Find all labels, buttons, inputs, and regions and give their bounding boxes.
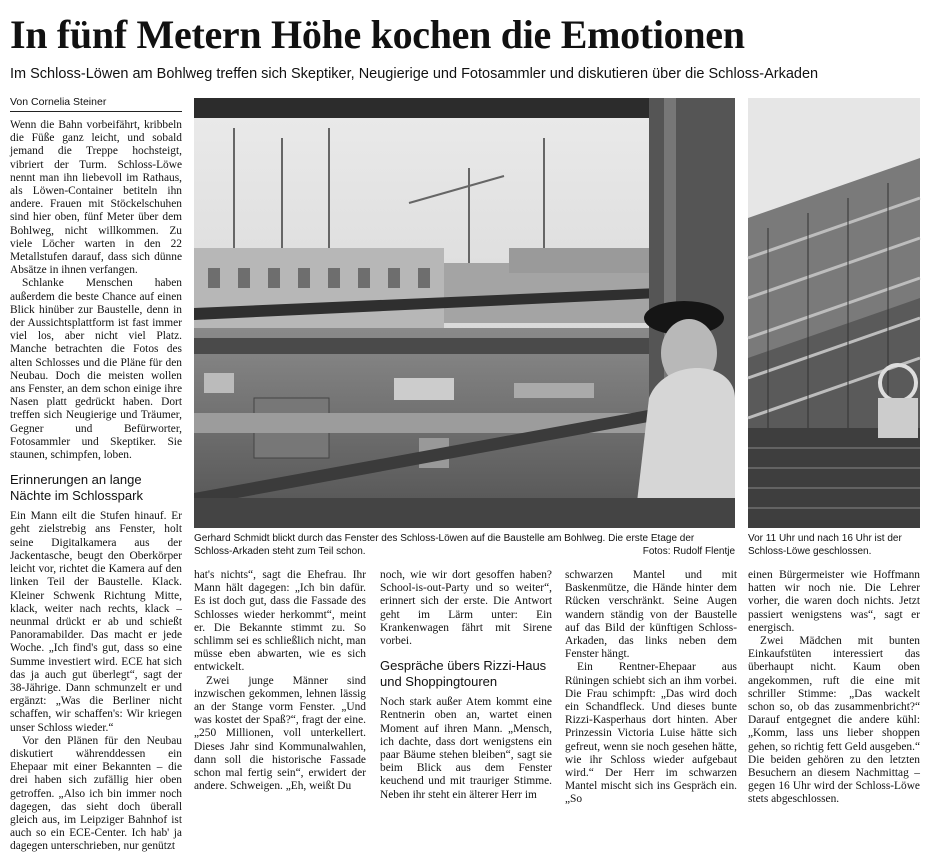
main-photo xyxy=(194,98,735,528)
photo-credit: Fotos: Rudolf Flentje xyxy=(642,546,735,557)
side-photo xyxy=(748,98,920,528)
paragraph: Vor den Plänen für den Neubau diskutiert währenddessen ein Ehepaar mit einer Bekannten – die drei haben sich zufällig hier oben getroffen. „Also ich bin immer noch dagegen, das sieht doch überall gleich aus, im Leipziger Bahnhof ist auch so ein ECE-Center. Ich hab' ja dagegen unterschrieben, nur genützt xyxy=(10,734,182,853)
headline: In fünf Metern Höhe kochen die Emotionen xyxy=(10,12,745,57)
byline: Von Cornelia Steiner xyxy=(10,95,182,112)
paragraph: Wenn die Bahn vorbeifährt, kribbeln die Füße ganz leicht, und sobald jemand die Treppe hochsteigt, vibriert der Turm. Schloss-Löwe nennt man ihn liebevoll im Rathaus, als Löwen-Container betiteln ihn andere. Frauen mit Stöckelschuhen sind hier oben, fünf Meter über dem Bohlweg, nicht willkommen. Zu viele Löcher warten in den 22 Metallstufen darauf, dass sich dünne Absätze in ihnen verfangen. xyxy=(10,119,182,277)
side-photo-caption: Vor 11 Uhr und nach 16 Uhr ist der Schloss-Löwe geschlossen. xyxy=(748,533,902,557)
caption-text: Gerhard Schmidt blickt durch das Fenster des Schloss-Löwen auf die Baustelle am Bohlweg. Die erste Etage der Schloss-Arkaden steht zum Teil schon. xyxy=(194,533,695,557)
paragraph: schwarzen Mantel und mit Baskenmütze, die Hände hinter dem Rücken verschränkt. Seine Augen wandern ständig von der Baustelle auf das Bild der künftigen Schloss-Arkaden, das links neben dem Fenster hängt. xyxy=(565,569,737,661)
column-2 xyxy=(194,569,366,793)
paragraph: Zwei Mädchen mit bunten Einkaufstüten interessiert das überhaupt nicht. Kaum oben angekommen, ruft die eine mit schriller Stimme: „Das wackelt schon so, ob das zusammenbricht?“ Darauf entgegnet die andere kühl: „Komm, lass uns lieber shoppen gehen, so richtig fett Geld ausgeben.“ Die beiden gehören zu den letzten Besuchern an diesem Nachmittag – gegen 16 Uhr wird der Schloss-Löwe stets abgeschlossen. xyxy=(748,635,920,806)
column-3 xyxy=(380,569,552,801)
paragraph: Schlanke Menschen haben außerdem die beste Chance auf einen Blick hinüber zur Baustelle, denn in der Aussichtsplattform ist fast immer viel los, aber nicht viel Platz. Manche betrachten die Fotos des alten Schlosses und die Pläne für den Neubau. Doch die meisten wollen ans Fenster, an dem schon einige ihre Nasen platt gedrückt haben. Dort treffen sich Neugierige und Träumer, Gegner und Befürworter, Fotosammler und Skeptiker. Sie staunen, schimpfen, loben. xyxy=(10,277,182,462)
column-4 xyxy=(565,569,737,806)
paragraph: Ein Mann eilt die Stufen hinauf. Er geht zielstrebig ans Fenster, holt seine Digitalkamera aus der Jackentasche, beugt den Oberkörper leicht vor, richtet die Kamera auf den linken Teil der Baustelle. Klack. Kleiner Schwenk Richtung Mitte, klack, weiter nach rechts, klack – neunmal drückt er ab und schießt Panoramabilder. Das macht er jede Woche. „Ich find's gut, dass so eine Summe investiert wird. ECE hat sich das ja auch gut überlegt“, sagt der 38-Jährige. Dann schmunzelt er und ergänzt: „Was die Berliner nicht schaffen, wir schaffen's: Wir kriegen unser Schloss wieder.“ xyxy=(10,510,182,734)
subheading: Erinnerungen an lange Nächte im Schlosspark xyxy=(10,472,143,504)
column-1 xyxy=(10,119,182,853)
paragraph: noch, wie wir dort gesoffen haben? School-is-out-Party und so weiter“, erinnert sich der erste. Die Antwort geht im Lärm unter: Ein Krankenwagen fährt mit Sirene vorbei. xyxy=(380,569,552,648)
photo-caption xyxy=(194,532,735,562)
paragraph: Ein Rentner-Ehepaar aus Rüningen schiebt sich an ihm vorbei. Die Frau schimpft: „Das wird doch ein Schandfleck. Und dieses bunte Rizzi-Kasperhaus dort hinten. Aber Prinzessin Victoria Luise hätte sich gefreut, wenn sie noch gesehen hätte, wie ihr Schloss wieder aufgebaut wird.“ Der Herr im schwarzen Mantel mischt sich ins Gespräch ein. „So xyxy=(565,661,737,806)
subheading: Gespräche übers Rizzi-Haus und Shoppingtouren xyxy=(380,658,547,690)
paragraph: Noch stark außer Atem kommt eine Rentnerin oben an, wartet einen Moment auf ihren Mann. „Mensch, ich dachte, dass dort wenigstens ein paar Bäume stehen bleiben“, sagt sie beim Blick aus dem Fenster keuchend und mit trauriger Stimme. Neben ihr steht ein älterer Herr im xyxy=(380,696,552,801)
paragraph: hat's nichts“, sagt die Ehefrau. Ihr Mann hält dagegen: „Ich bin dafür. Es ist doch gut, dass die Fassade des Schlosses wieder herkommt“, meint er. Die Bekannte stimmt zu. So schlimm sei es schließlich nicht, man müsse eben abwarten, wie es sich entwickelt. xyxy=(194,569,366,674)
construction-site-photo xyxy=(194,98,735,528)
subline: Im Schloss-Löwen am Bohlweg treffen sich Skeptiker, Neugierige und Fotosammler und diskutieren über die Schloss-Arkaden xyxy=(10,66,819,82)
paragraph: einen Bürgermeister wie Hoffmann hatten wir noch nie. Die Lehrer vorher, die waren doch nichts. Jetzt passiert wenigstens was“, sagt er energisch. xyxy=(748,569,920,634)
staircase-photo xyxy=(748,98,920,528)
column-5 xyxy=(748,569,920,806)
paragraph: Zwei junge Männer sind inzwischen gekommen, lehnen lässig an der Stange vorm Fenster. „Und was kostet der Spaß?“, fragt der eine. „250 Millionen, voll unterkellert. Dieses Jahr sind Kommunalwahlen, dann soll die historische Fassade schon mal fertig sein“, erwidert der andere. Schweigen. „Eh, weißt Du xyxy=(194,674,366,793)
